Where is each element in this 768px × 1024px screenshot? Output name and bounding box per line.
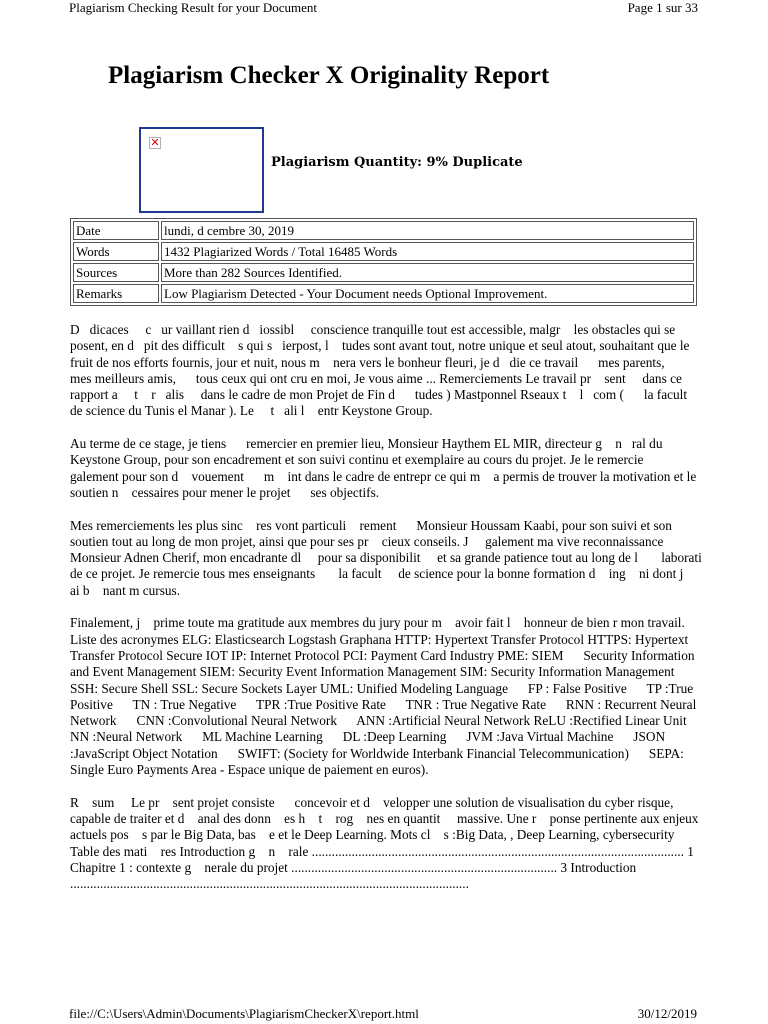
table-row: [73, 284, 694, 303]
paragraph-dedication: D dicaces c ur vaillant rien d iossibl conscience tranquille tout est accessible, malgr les obstacles qui se posent, en d pit des difficult s qui s ierpost, l tudes sont avant tout, notre unique et seul atout, souhaitant que le fruit de nos efforts fournis, jour et nuit, nous m nera vers le bonheur fleuri, je d die ce travail mes parents, mes meilleurs amis, tous ceux qui ont cru en moi, Je vous aime ... Remerciements Le travail pr sent dans ce rapport a t r alis dans le cadre de mon Projet de Fin d tudes ) Mastponnel Rseaux t l com ( la facult de science du Tunis el Manar ). Le t ali l entr Keystone Group.: [70, 322, 704, 419]
row-value-date: lundi, d cembre 30, 2019: [161, 221, 694, 240]
page-header-title: Plagiarism Checking Result for your Document: [69, 0, 318, 15]
row-key-remarks: Remarks: [73, 284, 159, 303]
table-row: [73, 221, 694, 240]
row-value-sources: More than 282 Sources Identified.: [161, 263, 694, 282]
plagiarism-quantity: Plagiarism Quantity: 9% Duplicate: [271, 155, 523, 170]
report-info-table: [70, 218, 697, 306]
row-key-date: Date: [73, 221, 159, 240]
paragraph-thanks: Mes remerciements les plus sinc res vont particuli rement Monsieur Houssam Kaabi, pour son suivi et son soutien tout au long de mon projet, ainsi que pour ses pr cieux conseils. J galement ma vive reconnaissance Monsieur Adnen Cherif, mon encadrante dl pour sa disponibilit et sa grande patience tout au long de l laborati de ce projet. Je remercie tous mes enseignants la facult de science pour la bonne formation d ing ni dont j ai b nant m cursus.: [70, 517, 706, 598]
paragraph-acronyms: Finalement, j prime toute ma gratitude aux membres du jury pour m avoir fait l honneur de bien r mon travail. Liste des acronymes ELG: Elasticsearch Logstash Graphana HTTP: Hypertext Transfer Protocol HTTPS: Hypertext Transfer Protocol Secure IOT IP: Internet Protocol PCI: Payment Card Industry PME: SIEM Security Information and Event Management SIEM: Security Event Information Management SIM: Security Information Management SSH: Secure Shell SSL: Secure Sockets Layer UML: Unified Modeling Language FP : False Positive TP :True Positive TN : True Negative TPR :True Positive Rate TNR : True Negative Rate RNN : Recurrent Neural Network CNN :Convolutional Neural Network ANN :Artificial Neural Network ReLU :Rectified Linear Unit NN :Neural Network ML Machine Learning DL :Deep Learning JVM :Java Virtual Machine JSON :JavaScript Object Notation SWIFT: (Society for Worldwide Interbank Financial Telecommunication) SEPA: Single Euro Payments Area - Espace unique de paiement en euros).: [70, 615, 707, 778]
file-path: file://C:\Users\Admin\Documents\PlagiarismCheckerX\report.html: [69, 1006, 419, 1021]
row-key-sources: Sources: [73, 263, 159, 282]
report-title: Plagiarism Checker X Originality Report: [108, 62, 550, 89]
page-number: Page 1 sur 33: [627, 0, 698, 15]
paragraph-acknowledgement: Au terme de ce stage, je tiens remercier en premier lieu, Monsieur Haythem EL MIR, directeur g n ral du Keystone Group, pour son encadrement et son suivi continu et exemplaire au cours du projet. Je le remercie galement pour son d vouement m int dans le cadre de entrepr ce qui m a permis de trouver la motivation et le soutien n cessaires pour mener le projet ses objectifs.: [70, 436, 700, 500]
row-value-words: 1432 Plagiarized Words / Total 16485 Words: [161, 242, 694, 261]
paragraph-summary: R sum Le pr sent projet consiste concevoir et d velopper une solution de visualisation du cyber risque, capable de traiter et d anal des donn es h t rog nes en quantit massive. Une r ponse pertinente aux enjeux actuels pos s par le Big Data, bas e et le Deep Learning. Mots cl s :Big Data, , Deep Learning, cybersecurity Table des mati res Introduction g n rale ................................................................................................................ 1 Chapitre 1 : contexte g nerale du projet ................................................................................ 3 Introduction ........................................................................................................................: [70, 794, 702, 892]
broken-image-icon: ✕: [150, 136, 160, 149]
row-value-remarks: Low Plagiarism Detected - Your Document needs Optional Improvement.: [161, 284, 694, 303]
report-image-placeholder: [139, 127, 264, 213]
report-body: [70, 322, 707, 909]
table-row: [73, 263, 694, 282]
print-date: 30/12/2019: [637, 1006, 697, 1021]
table-row: [73, 242, 694, 261]
row-key-words: Words: [73, 242, 159, 261]
